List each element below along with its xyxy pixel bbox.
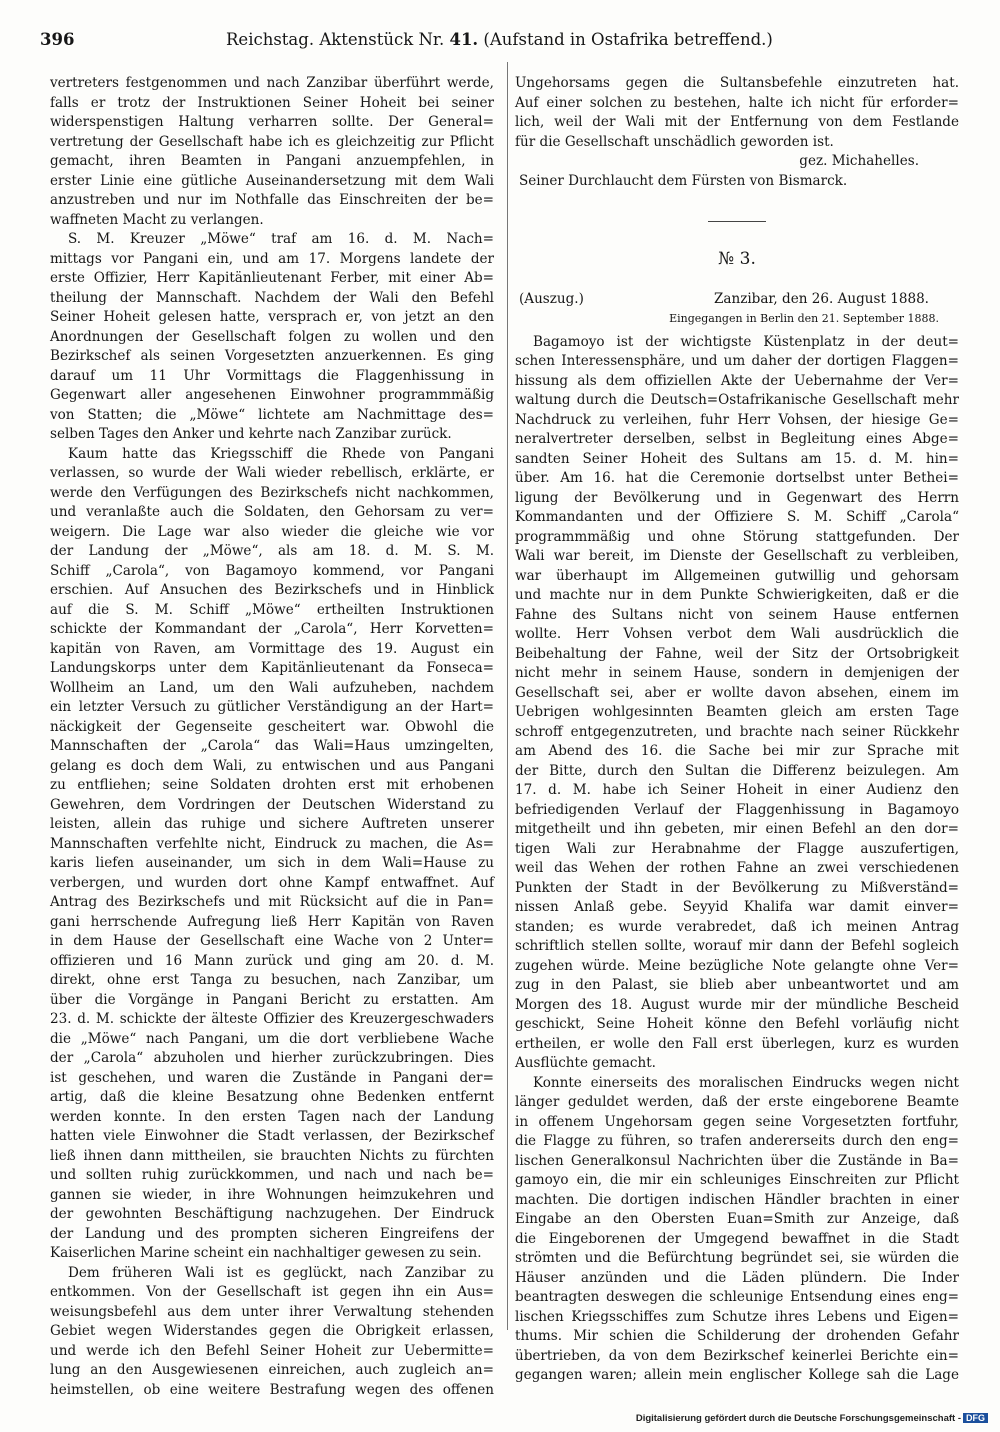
text-line: Kaiserlichen Marine scheint ein nachhaltiger gewesen zu sein. xyxy=(50,1245,482,1261)
text-line: am Abend des 16. die Sache bei mir zur Sprache mit xyxy=(515,743,959,759)
text-line: beantragten deswegen die schleunige Entsendung eines eng= xyxy=(515,1289,959,1305)
text-line: Kaum hatte das Kriegsschiff die Rhede von Pangani xyxy=(68,445,494,462)
text-line: Gegenwart aller angesehenen Einwohner programmmäßig xyxy=(50,387,494,403)
doc-number: № 3. xyxy=(718,249,756,269)
text-line: werden konnte. In den ersten Tagen nach der Landung xyxy=(50,1108,494,1125)
running-head xyxy=(226,30,773,49)
text-line: übertrieben, da von dem Bezirkschef keinerlei Berichte ein= xyxy=(515,1347,959,1364)
text-line: ließ ihnen dann mittheilen, sie brauchten Nichts zu fürchten xyxy=(50,1147,494,1164)
text-line: nicht mehr in seinem Hause, sondern in demjenigen der xyxy=(515,665,959,681)
text-line: Fahne des Sultans nicht von seinem Hause entfernen xyxy=(515,606,959,623)
text-line: thums. Mir schien die Schilderung der drohenden Gefahr xyxy=(515,1328,959,1344)
text-line: Gesellschaft sei, aber er wollte davon absehen, einem im xyxy=(515,684,959,701)
text-line: der gewohnten Beschäftigung nachzugehen. Der Eindruck xyxy=(50,1206,494,1222)
text-line: Ungehorsams gegen die Sultansbefehle einzutreten hat. xyxy=(515,75,959,91)
place-date: Zanzibar, den 26. August 1888. xyxy=(714,291,929,307)
text-line: mitgetheilt und ihn gebeten, mir einen Befehl an den dor= xyxy=(515,821,959,837)
left-column xyxy=(50,74,494,1400)
text-line: für die Gesellschaft unschädlich geworden ist. xyxy=(515,133,834,150)
text-line: über. Am 16. hat die Ceremonie dortselbst unter Bethei= xyxy=(515,470,959,486)
text-line: Schiff „Carola“, von Bagamoyo kommend, vor Pangani xyxy=(50,562,494,579)
text-line: ein letzter Versuch zu gütlicher Verständigung an der Hart= xyxy=(50,699,494,715)
text-line: hissung als dem offiziellen Akte der Uebernahme der Ver= xyxy=(515,372,959,389)
running-head-title: Reichstag. Aktenstück Nr. xyxy=(226,30,450,49)
text-line: gelang es doch dem Wali, zu entwischen und aus Pangani xyxy=(50,757,494,774)
text-line: weigern. Die Lage war also wieder die gleiche wie vor xyxy=(50,523,494,540)
text-line: weil das Wehen der rothen Fahne an zwei verschiedenen xyxy=(515,860,959,876)
extract-label: (Auszug.) xyxy=(519,291,584,307)
text-line: nissen Anlaß gebe. Seyyid Khalifa war damit einver= xyxy=(515,899,959,915)
text-line: werde den Verfügungen des Bezirkschefs nicht nachkommen, xyxy=(50,484,494,501)
text-line: gamoyo ein, die mir ein schleuniges Einschreiten zur Pflicht xyxy=(515,1172,959,1188)
text-line: wollte. Herr Vohsen verbot dem Wali ausdrücklich die xyxy=(515,626,959,642)
text-line: zug in den Palast, sie blieb aber unbeantwortet und am xyxy=(515,977,959,993)
text-line: Anordnungen der Gesellschaft folgen zu wollen und den xyxy=(50,328,494,345)
text-line: der Bitte, durch den Sultan die Differenz beizulegen. Am xyxy=(515,762,959,779)
text-line: lich, weil der Wali mit der Entfernung von dem Festlande xyxy=(515,114,959,130)
addressee: Seiner Durchlaucht dem Fürsten von Bismarck. xyxy=(519,172,848,189)
text-line: standen; es wurde verabredet, daß ich meinen Antrag xyxy=(515,918,959,935)
text-line: entkommen. Von der Gesellschaft ist gegen ihn ein Aus= xyxy=(50,1284,494,1300)
document-number: 41. xyxy=(449,30,479,49)
text-line: lischen Generalkonsul Nachrichten über die Zustände in Ba= xyxy=(515,1152,959,1169)
text-line: schen Interessensphäre, und um daher der dortigen Flaggen= xyxy=(515,353,959,369)
text-line: und werde ich den Befehl Seiner Hoheit zur Uebermitte= xyxy=(50,1342,494,1359)
letter-conclusion xyxy=(515,74,959,152)
text-line: die Flagge zu führen, so trafen andererseits durch den eng= xyxy=(515,1133,959,1149)
text-line: Bezirkschef als seinen Vorgesetzten anzuerkennen. Es ging xyxy=(50,348,494,364)
text-line: kapitän von Raven, am Vormittage des 19. August ein xyxy=(50,640,494,657)
text-line: offizieren und 16 Mann zurück und ging am 20. d. M. xyxy=(50,952,494,969)
text-line: strömten und die Befürchtung begründet sei, sie würden die xyxy=(515,1250,959,1266)
text-line: falls er trotz der Instruktionen Seiner Hoheit bei seiner xyxy=(50,94,494,111)
text-line: zugehen würde. Meine bezügliche Note gelangte ohne Ver= xyxy=(515,957,959,974)
text-line: mittags vor Pangani ein, und am 17. Morgens landete der xyxy=(50,250,494,267)
text-line: zu entfliehen; seine Soldaten drohten erst mit erhobenen xyxy=(50,777,494,793)
text-line: Mannschaften verfehlte nicht, Eindruck zu machen, die As= xyxy=(50,835,494,852)
text-line: waffneten Macht zu verlangen. xyxy=(50,211,264,228)
page-number: 396 xyxy=(40,30,75,49)
text-line: direkt, ohne erst Tanga zu besuchen, nach Zanzibar, um xyxy=(50,972,494,988)
running-head-subject: (Aufstand in Ostafrika betreffend.) xyxy=(478,30,773,49)
text-line: der Landung und des prompten sicheren Eingreifens der xyxy=(50,1225,494,1242)
section-rule xyxy=(708,221,766,222)
text-line: verlassen, so wurde der Wali wieder rebellisch, erklärte, er xyxy=(50,465,494,481)
text-line: in dem Hause der Gesellschaft eine Wache von 2 Unter= xyxy=(50,933,494,949)
text-line: Morgen des 18. August wurde mir der mündliche Bescheid xyxy=(515,996,959,1013)
text-line: Dem früheren Wali ist es geglückt, nach Zanzibar zu xyxy=(68,1264,494,1281)
text-line: Wollheim an Land, um den Wali aufzuheben, nachdem xyxy=(50,679,494,696)
text-line: vertretung der Gesellschaft habe ich es gleichzeitig zur Pflicht xyxy=(50,133,494,150)
text-line: theilung der Mannschaft. Nachdem der Wali den Befehl xyxy=(50,289,494,306)
text-line: S. M. Kreuzer „Möwe“ traf am 16. d. M. Nach= xyxy=(68,231,494,247)
text-line: ist geschehen, und waren die Zustände in Pangani der= xyxy=(50,1069,494,1086)
text-line: Nachdruck zu verleihen, fuhr Herr Vohsen, der hiesige Ge= xyxy=(515,411,959,428)
text-line: erster Linie eine gütliche Auseinandersetzung mit dem Wali xyxy=(50,172,494,189)
text-line: Mannschaften der „Carola“ das Wali=Haus umzingelten, xyxy=(50,738,494,754)
text-line: Landungskorps unter dem Kapitänlieutenant da Fonseca= xyxy=(50,660,494,676)
text-line: waltung durch die Deutsch=Ostafrikanische Gesellschaft mehr xyxy=(515,392,959,408)
text-line: gannen sie wieder, in ihre Wohnungen heimzukehren und xyxy=(50,1186,494,1203)
text-line: und veranlaßte auch die Soldaten, den Gehorsam zu ver= xyxy=(50,504,494,520)
text-line: die Eingeborenen der Umgegend bewaffnet in die Stadt xyxy=(515,1230,959,1247)
text-line: länger geduldet werden, daß der erste eingeborene Beamte xyxy=(515,1094,959,1110)
received-note: Eingegangen in Berlin den 21. September 1888. xyxy=(669,311,939,325)
text-line: schickte der Kommandant der „Carola“, Herr Korvetten= xyxy=(50,621,494,637)
text-line: Antrag des Bezirkschefs und mit Rücksicht auf die in Pan= xyxy=(50,894,494,910)
text-line: lischen Kriegsschiffes zum Schutze ihres Lebens und Eigen= xyxy=(515,1308,959,1325)
right-column xyxy=(515,74,959,1386)
dfg-logo: DFG xyxy=(963,1413,988,1423)
text-line: karis liefen auseinander, um sich in dem Wali=Hause zu xyxy=(50,855,494,871)
text-line: lung an den Ausgewiesenen einreichen, auch zugleich an= xyxy=(50,1362,494,1378)
text-line: selben Tages den Anker und kehrte nach Zanzibar zurück. xyxy=(50,426,452,442)
text-line: ertheilen, er wolle den Fall erst überlegen, kurz es wurden xyxy=(515,1035,959,1052)
text-line: Punkten der Stadt in der Bevölkerung zu Mißverständ= xyxy=(515,879,959,896)
text-line: Gebiet wegen Widerstandes gegen die Obrigkeit erlassen, xyxy=(50,1323,494,1339)
text-line: Uebrigen wohlgesinnten Beamten gleich am ersten Tage xyxy=(515,704,959,720)
text-line: Auf einer solchen zu bestehen, halte ich nicht für erforder= xyxy=(515,94,959,111)
text-line: gemacht, ihren Beamten in Pangani anzuempfehlen, in xyxy=(50,153,494,169)
footer xyxy=(636,1413,988,1424)
signature: gez. Michahelles. xyxy=(799,153,919,169)
text-line: war überhaupt im Allgemeinen gutwillig und gehorsam xyxy=(515,567,959,584)
text-line: Beibehaltung der Fahne, weil der Sitz der Ortsobrigkeit xyxy=(515,645,959,662)
text-line: heimstellen, ob eine weitere Bestrafung wegen des offenen xyxy=(50,1381,494,1398)
text-line: Häuser anzünden und die Läden plündern. Die Inder xyxy=(515,1269,959,1286)
text-line: und sollten ruhig zurückkommen, und nach und nach be= xyxy=(50,1167,494,1183)
text-line: schroff entgegenzutreten, und brachte nach seiner Rückkehr xyxy=(515,723,959,740)
text-line: Wali war bereit, im Dienste der Gesellschaft zu verbleiben, xyxy=(515,548,959,564)
text-line: Eingabe an den Obersten Euan=Smith zur Anzeige, daß xyxy=(515,1211,959,1227)
text-line: befriedigenden Verlauf der Flaggenhissung in Bagamoyo xyxy=(515,801,959,818)
text-line: erschien. Auf Ansuchen des Bezirkschefs und in Hinblick xyxy=(50,582,494,598)
text-line: in offenem Ungehorsam gegen seine Vorgesetzten fortfuhr, xyxy=(515,1113,959,1130)
text-line: der Landung der „Möwe“, als am 18. d. M. S. M. xyxy=(50,543,494,559)
text-line: Bagamoyo ist der wichtigste Küstenplatz in der deut= xyxy=(533,333,959,350)
text-line: Ausflüchte gemacht. xyxy=(515,1055,656,1071)
text-line: darauf um 11 Uhr Vormittags die Flaggenhissung in xyxy=(50,367,494,384)
text-line: widerspenstigen Haltung verharren sollte. Der General= xyxy=(50,114,494,130)
text-line: neralvertreter derselben, selbst in Begleitung eines Abge= xyxy=(515,431,959,447)
text-line: geschickt, Seine Hoheit könne den Befehl vorläufig nicht xyxy=(515,1016,959,1032)
text-line: erste Offizier, Herr Kapitänlieutenant Ferber, mit einer Ab= xyxy=(50,270,494,286)
text-line: sandten Seiner Hoheit des Sultans am 15. d. M. hin= xyxy=(515,450,959,467)
text-line: Gewehren, dem Vordringen der Deutschen Widerstand zu xyxy=(50,796,494,813)
text-line: Seiner Hoheit gelesen hatte, versprach er, von jetzt an den xyxy=(50,309,494,325)
text-line: gani herrschende Aufregung ließ Herr Kapitän von Raven xyxy=(50,913,494,930)
text-line: machten. Die dortigen indischen Händler brachten in einer xyxy=(515,1191,959,1208)
column-divider xyxy=(507,62,508,1330)
text-line: programmmäßig und ohne Störung stattgefunden. Der xyxy=(515,528,959,545)
text-line: ligung der Bevölkerung und in Gegenwart des Herrn xyxy=(515,489,959,506)
text-line: 23. d. M. schickte der älteste Offizier des Kreuzergeschwaders xyxy=(50,1011,494,1027)
text-line: von Statten; die „Möwe“ lichtete am Nachmittage des= xyxy=(50,406,494,423)
text-line: die „Möwe“ nach Pangani, um die dort verbliebene Wache xyxy=(50,1030,494,1047)
text-line: der „Carola“ abzuholen und hierher zurückzubringen. Dies xyxy=(50,1050,494,1066)
text-line: auf die S. M. Schiff „Möwe“ ertheilten Instruktionen xyxy=(50,601,494,618)
text-line: Kommandanten und der Offiziere S. M. Schiff „Carola“ xyxy=(515,509,959,525)
text-line: tigen Wali zur Herabnahme der Flagge auszufertigen, xyxy=(515,840,959,857)
footer-text: Digitalisierung gefördert durch die Deutsche Forschungsgemeinschaft - xyxy=(635,1413,961,1424)
report-body xyxy=(515,333,959,1386)
text-line: verbergen, und wurden dort ohne Kampf entwaffnet. Auf xyxy=(50,874,494,891)
page-header xyxy=(40,30,960,54)
text-line: schriftlich stellen sollte, worauf mir dann der Befehl sogleich xyxy=(515,938,959,954)
dateline xyxy=(515,290,959,310)
text-line: vertreters festgenommen und nach Zanzibar überführt werde, xyxy=(50,75,494,91)
text-line: und machte nur in dem Punkte Schwierigkeiten, daß er die xyxy=(515,587,959,603)
text-line: 17. d. M. habe ich Seiner Hoheit in einer Audienz den xyxy=(515,782,959,798)
text-line: gegangen waren; allein mein englischer Kollege sah die Lage xyxy=(515,1367,959,1383)
text-line: über die Vorgänge in Pangani Bericht zu erstatten. Am xyxy=(50,991,494,1008)
text-line: Konnte einerseits des moralischen Eindrucks wegen nicht xyxy=(533,1074,959,1091)
text-line: artig, daß die kleine Besatzung ohne Bedenken entfernt xyxy=(50,1089,494,1105)
text-line: weisungsbefehl aus dem unter ihrer Verwaltung stehenden xyxy=(50,1303,494,1320)
text-line: anzustreben und nur im Nothfalle das Einschreiten der be= xyxy=(50,192,494,208)
text-line: hatten viele Einwohner die Stadt verlassen, der Bezirkschef xyxy=(50,1128,494,1144)
text-line: leisten, allein das ruhige und sichere Auftreten unserer xyxy=(50,816,494,832)
text-line: näckigkeit der Gegenseite gescheitert war. Obwohl die xyxy=(50,718,494,735)
